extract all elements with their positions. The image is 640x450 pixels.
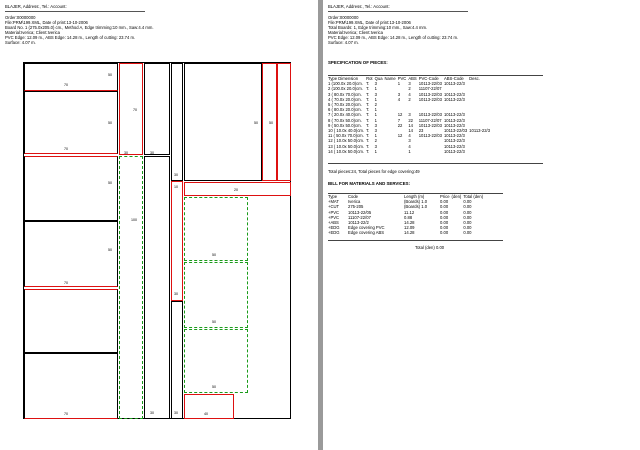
dim-label: 30 <box>174 292 178 296</box>
bill-row-cell: +ABS <box>328 220 339 226</box>
bill-body <box>327 199 484 235</box>
bill-row-cell: +MAT <box>328 199 339 205</box>
bill-row-cell: 12.09 <box>404 225 415 231</box>
cut-piece <box>184 197 248 261</box>
bill-row-cell: 0.00 <box>463 214 472 220</box>
spec-row-cell: 2 <box>374 138 377 144</box>
spec-row-cell: 14 <box>408 122 413 128</box>
spec-col-type: Type Dimension <box>328 76 359 81</box>
cut-piece <box>184 63 262 181</box>
spec-row-cell: 22 <box>397 122 403 128</box>
right-info-4: PVC Edge: 12.09 m., ABS Edge: 14.28 m., Length of cutting: 23.74 m. <box>328 35 459 40</box>
right-info-5: Surface: 4.07 m. <box>328 40 359 45</box>
bill-row-cell: +EDG <box>328 225 340 231</box>
spec-row-cell: T. <box>366 117 370 123</box>
bill-row-cell: 10113-22/2 <box>348 220 369 226</box>
bill-row-cell: (Boards) 1.0 <box>404 199 428 205</box>
spec-total: Total pieces:24, Total pieces for edge covering:49 <box>328 169 420 174</box>
spec-row-cell: 10113-22/3 <box>443 81 465 87</box>
spec-row-cell: 1 <box>374 117 377 123</box>
spec-row-cell: T. <box>366 81 370 87</box>
bill-total: Total (den) 0.00 <box>415 245 445 250</box>
bill-row-cell: 0.00 <box>463 204 472 210</box>
spec-row-cell: 2 <box>408 96 411 102</box>
bill-row-cell: 0.00 <box>463 230 472 236</box>
bill-rule-bottom <box>328 240 503 241</box>
bill-row <box>327 230 484 235</box>
spec-rule-bottom <box>328 163 543 164</box>
spec-row-cell: 1 <box>374 133 377 139</box>
dim-label: 70 <box>64 281 68 285</box>
cut-piece <box>24 289 118 353</box>
bill-row-cell: Edge covering ABS <box>348 230 385 236</box>
cut-piece <box>24 63 118 91</box>
dim-label: 30 <box>124 151 128 155</box>
spec-row-cell: 14 ( 10.0x 50.0)cm. <box>328 148 365 154</box>
spec-row-cell: 13 ( 10.0x 50.0)cm. <box>328 143 365 149</box>
spec-row-cell: 10113-22/3 <box>443 133 465 139</box>
spec-row-cell: T. <box>366 138 370 144</box>
dim-label: 50 <box>269 121 273 125</box>
spec-row-cell: T. <box>366 86 370 92</box>
cutting-board <box>23 62 291 419</box>
spec-row-cell: 1 <box>374 86 377 92</box>
spec-row-cell: 1 <box>374 107 377 113</box>
spec-row-cell: 4 <box>408 91 411 97</box>
bill-row-cell: 11.12 <box>404 209 415 215</box>
left-page <box>0 0 318 450</box>
left-header-rule <box>5 11 145 12</box>
spec-row-cell: T. <box>366 128 370 134</box>
spec-row-cell: 22 <box>408 117 413 123</box>
spec-row-cell: 2 <box>408 86 411 92</box>
spec-row-cell: T. <box>366 112 370 118</box>
bill-row-cell: 11107-22/07 <box>348 214 371 220</box>
bill-col-total: Total (den) <box>463 194 484 199</box>
spec-row-cell: 4 <box>408 133 411 139</box>
bill-col-code: Code <box>348 194 359 199</box>
spec-row-cell: 10113-22/03 <box>443 128 468 134</box>
spec-row-cell: T. <box>366 133 370 139</box>
spec-row-cell: 1 (100.0x 20.0)cm. <box>328 81 363 87</box>
spec-row-cell: 10113-22/3 <box>443 138 465 144</box>
spec-row-cell: 10113-22/3 <box>443 112 465 118</box>
spec-row-cell: 3 <box>408 81 411 87</box>
cut-piece <box>24 221 118 287</box>
dim-label: 50 <box>212 253 216 257</box>
spec-row-cell: 5 ( 70.0x 20.0)cm. <box>328 102 362 108</box>
cut-piece <box>24 156 118 221</box>
spec-row-cell: 3 <box>374 81 377 87</box>
spec-row-cell: 11 ( 50.0x 70.0)cm. <box>328 133 364 139</box>
bill-row-cell: +PVC <box>328 214 340 220</box>
left-info-4: PVC Edge: 12.09 m., ABS Edge: 14.28 m., Length of cutting: 23.74 m. <box>5 35 136 40</box>
bill-row-cell <box>451 230 463 235</box>
dim-label: 40 <box>204 412 208 416</box>
bill-row-cell: 0.00 <box>463 220 472 226</box>
cut-piece <box>144 156 170 419</box>
bill-table <box>327 194 484 236</box>
spec-row-cell: 3 <box>374 128 377 134</box>
bill-row-cell: 14.28 <box>404 220 415 226</box>
right-info-0: Order:00000000 <box>328 15 359 20</box>
spec-table <box>327 76 491 154</box>
bill-row-cell: 0.00 <box>440 209 449 215</box>
spec-row-cell <box>384 149 397 154</box>
dim-label: 20 <box>234 188 238 192</box>
spec-row-cell: 10 ( 10.0x 40.0)cm. <box>328 128 365 134</box>
spec-row-cell: 7 ( 20.0x 40.0)cm. <box>328 112 362 118</box>
bill-row-cell: 0.00 <box>463 225 472 231</box>
dim-label: 50 <box>108 181 112 185</box>
spec-row-cell: 1 <box>374 148 377 154</box>
dim-label: 50 <box>212 320 216 324</box>
spec-row-cell: 23 <box>418 128 424 134</box>
left-info-0: Order:00000000 <box>5 15 36 20</box>
bill-row-cell: +PVC <box>328 209 340 215</box>
spec-row-cell: 10113-22/3 <box>443 96 465 102</box>
spec-row-cell: 10113-22/3 <box>469 128 491 134</box>
spec-row-cell: 1 <box>374 96 377 102</box>
spec-body <box>327 81 491 154</box>
spec-col-abs-code: ABS-Code <box>443 76 464 81</box>
left-header: BLAJER, Address:, Tel.: Account: <box>5 4 67 9</box>
spec-row <box>327 149 491 154</box>
spec-row-cell: 10113-22/3 <box>443 148 465 154</box>
cut-piece <box>171 301 183 419</box>
spec-row-cell: 6 ( 80.0x 20.0)cm. <box>328 107 362 113</box>
cut-piece <box>119 63 143 155</box>
cut-piece <box>277 63 291 181</box>
spec-row-cell: T. <box>366 102 370 108</box>
bill-row-cell: (Boards) 1.0 <box>404 204 428 210</box>
dim-label: 50 <box>108 248 112 252</box>
dim-label: 30 <box>174 173 178 177</box>
bill-col-type: Type <box>328 194 338 199</box>
right-info-3: Material:Iverica; Client:Iverica <box>328 30 383 35</box>
spec-row-cell: 10113-22/03 <box>418 96 442 102</box>
cut-piece <box>184 262 248 328</box>
bill-row-cell: 0.00 <box>440 204 449 210</box>
spec-row-cell: 10113-22/3 <box>443 91 465 97</box>
cut-piece <box>24 91 118 154</box>
dim-label: 70 <box>64 412 68 416</box>
spec-row-cell: 1 <box>374 112 377 118</box>
bill-row-cell: 10113-22/05 <box>348 209 372 215</box>
spec-row-cell <box>468 149 491 154</box>
spec-row-cell: 3 ( 80.0x 70.0)cm. <box>328 91 362 97</box>
bill-title: BILL FOR MATERIALS AND SERVICES: <box>328 181 411 186</box>
dim-label: 30 <box>150 151 154 155</box>
spec-row-cell: 1 <box>397 81 401 87</box>
bill-row-cell: 0.00 <box>440 230 449 236</box>
bill-row-cell: 0.00 <box>440 199 449 205</box>
spec-row-cell: 2 (100.0x 20.0)cm. <box>328 86 363 92</box>
dim-label: 30 <box>174 411 178 415</box>
cut-piece <box>24 353 118 419</box>
cut-piece <box>184 394 234 419</box>
spec-col-name: Name <box>384 76 396 81</box>
spec-row-cell <box>397 149 408 154</box>
spec-row-cell: 10113-22/3 <box>443 122 465 128</box>
right-header: BLAJER, Address:, Tel.: Account: <box>328 4 390 9</box>
right-page <box>323 0 640 450</box>
spec-title: SPECIFICATION OF PIECES: <box>328 60 388 65</box>
cut-piece <box>119 156 143 419</box>
spec-row-cell: 10113-22/03 <box>418 122 442 128</box>
dim-label: 50 <box>108 121 112 125</box>
spec-row-cell: 3 <box>374 91 377 97</box>
left-info-5: Surface: 4.07 m. <box>5 40 36 45</box>
bill-row-cell: 0.00 <box>463 209 472 215</box>
spec-row-cell: 4 ( 70.0x 20.0)cm. <box>328 96 362 102</box>
spec-row-cell: 11107-22/07 <box>418 86 442 92</box>
dim-label: 70 <box>64 83 68 87</box>
spec-row-cell: 3 <box>408 112 411 118</box>
bill-row-cell: 0.00 <box>440 220 449 226</box>
spec-row-cell: 10113-22/03 <box>418 133 442 139</box>
bill-row-cell: +CUT <box>328 204 340 210</box>
spec-row-cell: T. <box>366 91 370 97</box>
dim-label: 70 <box>133 108 137 112</box>
spec-row-cell: T. <box>366 143 370 149</box>
spec-row-cell: 9 ( 50.0x 50.0)cm. <box>328 122 362 128</box>
spec-row-cell: 2 <box>374 102 377 108</box>
dim-label: 10 <box>174 185 178 189</box>
spec-col-pvc: PVC <box>397 76 407 81</box>
spec-row-cell: 3 <box>397 91 401 97</box>
left-info-1: File:PRM\199.XML, Date of print:13-10-2006 <box>5 20 88 25</box>
dim-label: 70 <box>64 147 68 151</box>
bill-row-cell: Iverica <box>348 199 361 205</box>
bill-col-den: (den) <box>451 194 462 199</box>
spec-col-pvc-code: PVC-Code <box>418 76 439 81</box>
bill-row-cell: 14.28 <box>404 230 415 236</box>
spec-row-cell: 4 <box>408 143 411 149</box>
bill-col-price: Price <box>440 194 450 199</box>
bill-col-length: Length (m) <box>404 194 425 199</box>
bill-row-cell: 0.00 <box>463 199 472 205</box>
spec-row-cell: 10113-22/03 <box>418 112 442 118</box>
spec-row-cell: 14 <box>408 128 413 134</box>
spec-row-cell: 10113-22/03 <box>418 91 442 97</box>
spec-row-cell: 3 <box>374 122 377 128</box>
spec-row-cell: 8 ( 70.0x 50.0)cm. <box>328 117 362 123</box>
bill-row-cell: +EDG <box>328 230 340 236</box>
spec-row-cell: 10113-22/3 <box>443 117 465 123</box>
spec-row-cell: 12 <box>397 133 403 139</box>
spec-row-cell: 10113-22/03 <box>418 81 442 87</box>
spec-row-cell: 7 <box>397 117 401 123</box>
dim-label: 100 <box>131 218 137 222</box>
bill-row-cell: 0.88 <box>404 214 413 220</box>
spec-row-cell: 11107-22/07 <box>418 117 442 123</box>
spec-col-abs: ABS <box>408 76 417 81</box>
left-info-3: Material:Iverica; Client:Iverica <box>5 30 60 35</box>
spec-row-cell: 3 <box>408 138 411 144</box>
spec-row-cell: 10113-22/3 <box>443 143 465 149</box>
spec-row-cell: 3 <box>374 143 377 149</box>
spec-row-cell: T. <box>366 96 370 102</box>
spec-row-cell <box>418 149 443 154</box>
bill-row-cell: Edge covering PVC <box>348 225 385 231</box>
cut-piece <box>144 63 170 155</box>
spec-row-cell: 1 <box>408 148 411 154</box>
bill-row-cell: 0.00 <box>440 225 449 231</box>
right-header-rule <box>328 11 468 12</box>
cut-piece <box>171 63 183 181</box>
bill-row-cell: 0.00 <box>440 214 449 220</box>
bill-row-cell: 275-205 <box>348 204 364 210</box>
spec-col-qua: Qua <box>374 76 383 81</box>
dim-label: 50 <box>108 73 112 77</box>
spec-col-rot: Rot <box>366 76 373 81</box>
spec-row-cell: T. <box>366 107 370 113</box>
spec-row-cell: T. <box>366 148 370 154</box>
spec-row-cell: 12 <box>397 112 403 118</box>
right-info-1: File:PRM\199.XML, Date of print:13-10-2006 <box>328 20 411 25</box>
dim-label: 30 <box>150 411 154 415</box>
spec-row-cell: T. <box>366 122 370 128</box>
cut-piece <box>171 181 183 301</box>
dim-label: 50 <box>212 385 216 389</box>
spec-row-cell: 12 ( 10.0x 50.0)cm. <box>328 138 365 144</box>
right-info-2: Total Boards: 1, Edge trimming:10 mm., Saw:4.4 mm. <box>328 25 428 30</box>
spec-col-desc: Desc. <box>469 76 480 81</box>
left-info-2: Board No. 1 (275.0x205.0) cm., Method A, Edge trimming:10 mm., Saw:4.4 mm. <box>5 25 154 30</box>
cut-piece <box>184 329 248 393</box>
dim-label: 50 <box>254 121 258 125</box>
spec-row-cell: 4 <box>397 96 401 102</box>
